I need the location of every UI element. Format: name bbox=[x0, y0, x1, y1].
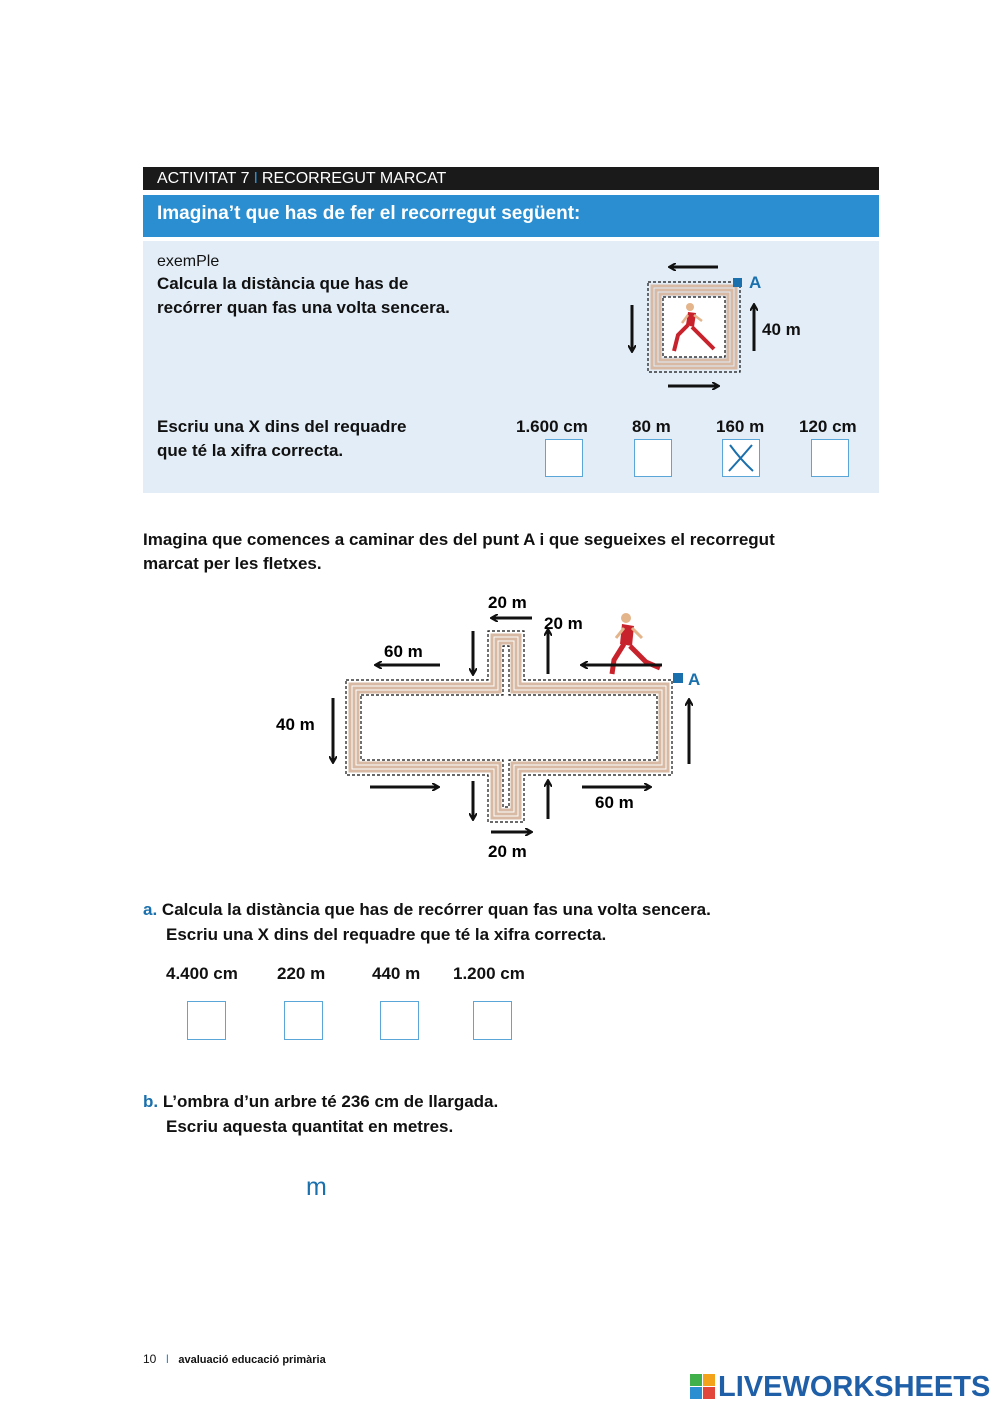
activity-title: RECORREGUT MARCAT bbox=[261, 170, 447, 187]
example-answer-2: que té la xifra correcta. bbox=[157, 441, 344, 460]
right-bottom-label: 60 m bbox=[595, 793, 634, 812]
answer-checkbox-4400-cm[interactable] bbox=[187, 1001, 226, 1040]
point-a-marker bbox=[673, 673, 683, 683]
bottom-notch-label: 20 m bbox=[488, 842, 527, 861]
example-answer-1: Escriu una X dins del requadre bbox=[157, 417, 407, 436]
main-track-diagram bbox=[270, 588, 720, 868]
example-track-diagram bbox=[610, 255, 830, 400]
footer-separator: I bbox=[165, 1352, 170, 1366]
top-notch-width-label: 20 m bbox=[488, 593, 527, 612]
footer bbox=[143, 1352, 326, 1366]
answer-option-label: 440 m bbox=[372, 964, 421, 983]
side-length-label: 40 m bbox=[762, 320, 801, 339]
question-b-text: L’ombra d’un arbre té 236 cm de llargada. bbox=[162, 1092, 499, 1111]
example-option-label: 120 cm bbox=[799, 417, 857, 436]
footer-text: avaluació educació primària bbox=[178, 1354, 326, 1366]
question-a-line-1 bbox=[143, 898, 711, 922]
liveworksheets-logo bbox=[690, 1371, 990, 1403]
question-b-line-2: Escriu aquesta quantitat en metres. bbox=[166, 1117, 454, 1136]
question-b-line-1 bbox=[143, 1090, 498, 1114]
top-notch-height-label: 20 m bbox=[544, 614, 583, 633]
answer-option-label: 220 m bbox=[277, 964, 326, 983]
example-checkbox bbox=[634, 439, 672, 477]
meters-unit-label: m bbox=[306, 1173, 327, 1201]
left-side-label: 40 m bbox=[276, 715, 315, 734]
example-question-2: recórrer quan fas una volta sencera. bbox=[157, 298, 450, 317]
activity-header bbox=[143, 167, 879, 190]
header-separator: I bbox=[253, 170, 258, 187]
logo-mark-icon bbox=[690, 1374, 716, 1400]
instruction-band bbox=[143, 195, 879, 237]
answer-checkbox-220-m[interactable] bbox=[284, 1001, 323, 1040]
page-number: 10 bbox=[143, 1352, 157, 1366]
example-question-1: Calcula la distància que has de bbox=[157, 274, 409, 293]
example-label: exemPle bbox=[157, 253, 220, 270]
question-a-text: Calcula la distància que has de recórrer quan fas una volta sencera. bbox=[161, 900, 711, 919]
question-b-letter: b. bbox=[143, 1092, 159, 1111]
answer-checkbox-440-m[interactable] bbox=[380, 1001, 419, 1040]
example-option-label: 80 m bbox=[632, 417, 671, 436]
answer-option-label: 1.200 cm bbox=[453, 964, 525, 983]
point-a-label: A bbox=[749, 273, 762, 292]
example-checkbox bbox=[811, 439, 849, 477]
example-checkbox bbox=[545, 439, 583, 477]
x-mark-icon bbox=[723, 440, 759, 476]
activity-number: ACTIVITAT 7 bbox=[157, 170, 250, 187]
question-a-line-2: Escriu una X dins del requadre que té la xifra correcta. bbox=[166, 925, 607, 944]
left-top-label: 60 m bbox=[384, 642, 423, 661]
intro-line-2: marcat per les fletxes. bbox=[143, 554, 322, 573]
example-checkbox-checked bbox=[722, 439, 760, 477]
example-option-label: 160 m bbox=[716, 417, 765, 436]
question-a-letter: a. bbox=[143, 900, 158, 919]
point-a-marker bbox=[733, 278, 742, 287]
answer-checkbox-1200-cm[interactable] bbox=[473, 1001, 512, 1040]
answer-option-label: 4.400 cm bbox=[166, 964, 238, 983]
meters-answer-input[interactable] bbox=[166, 1172, 302, 1204]
example-option-label: 1.600 cm bbox=[516, 417, 588, 436]
instruction-text: Imagina’t que has de fer el recorregut següent: bbox=[157, 203, 581, 224]
logo-text: LIVEWORKSHEETS bbox=[718, 1370, 991, 1403]
intro-line-1: Imagina que comences a caminar des del punt A i que segueixes el recorregut bbox=[143, 530, 775, 549]
point-a-label: A bbox=[688, 670, 701, 689]
